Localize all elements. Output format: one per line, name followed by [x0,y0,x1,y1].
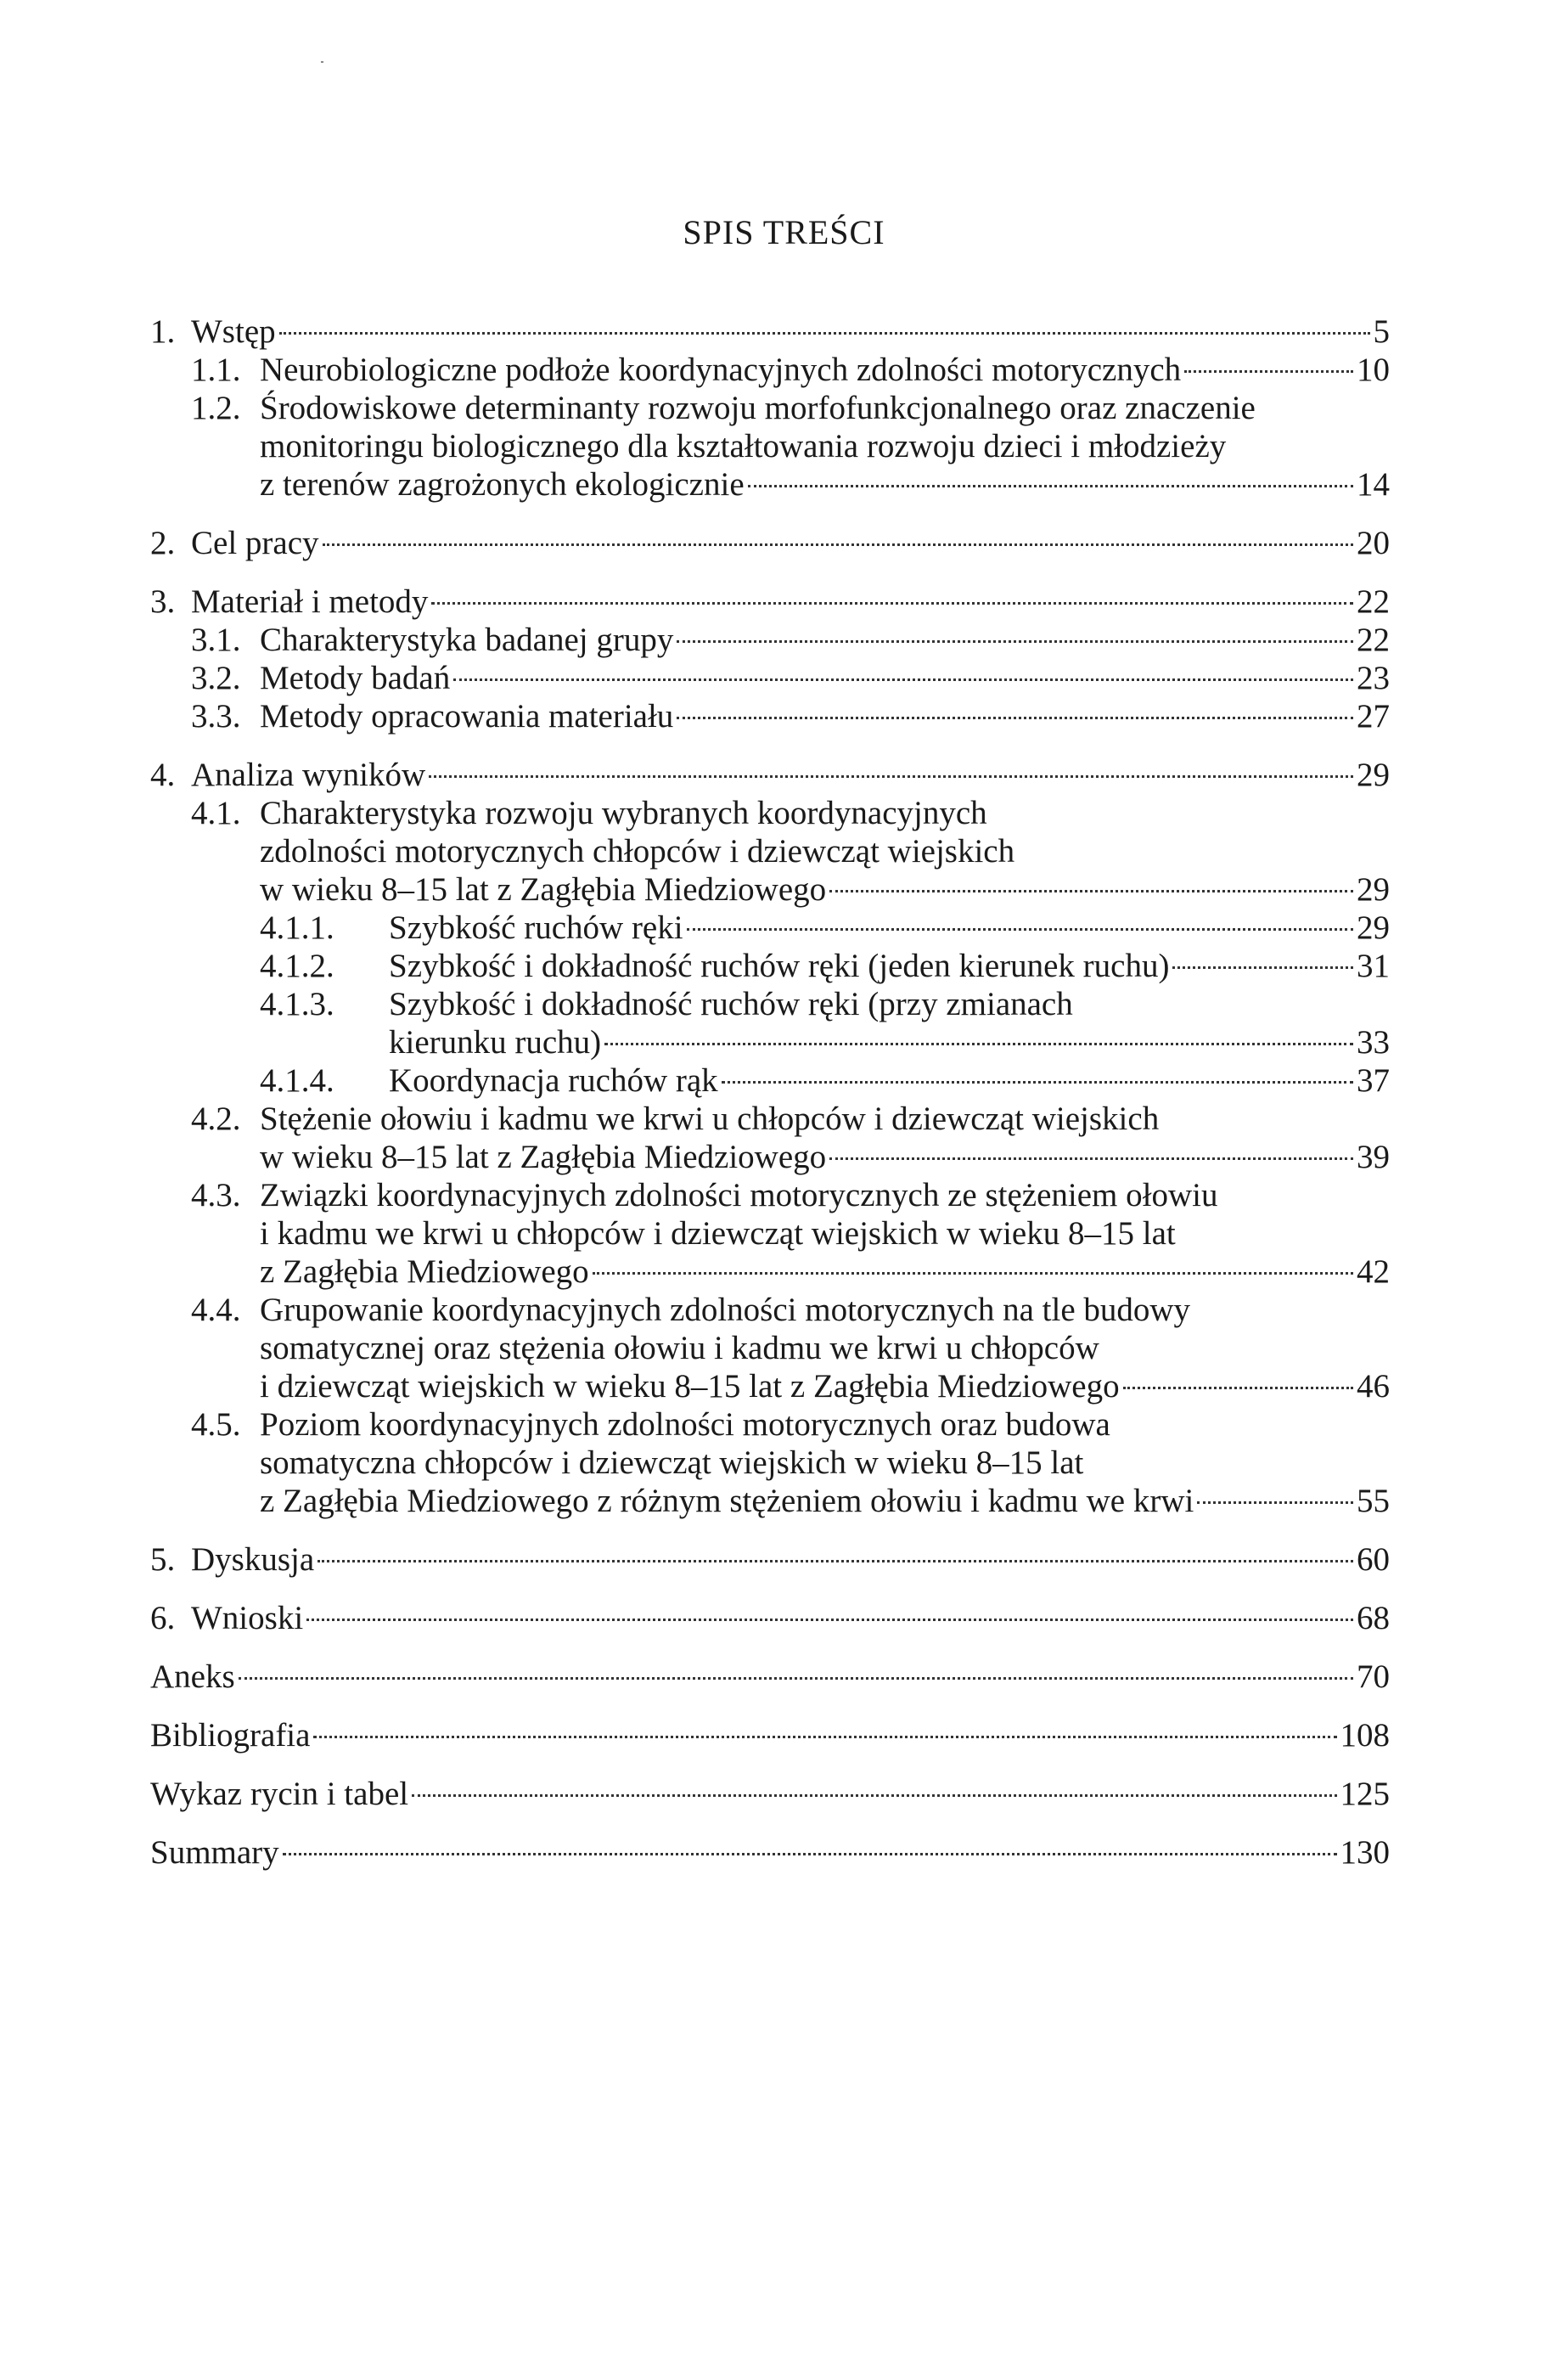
toc-entry-number: 4.1.2. [260,948,334,984]
toc-entry[interactable] [150,583,1390,621]
dot-leader [1123,1387,1353,1389]
dot-leader [412,1794,1336,1797]
toc-page-number: 22 [1357,622,1390,658]
toc-entry[interactable] [150,1100,1390,1176]
toc-entry-title: Szybkość ruchów ręki [389,909,683,946]
toc-entry-title: Cel pracy [191,525,319,561]
toc-entry-number: 3.1. [191,622,241,658]
toc-page-number: 29 [1357,757,1390,793]
page-title: SPIS TREŚCI [683,213,885,251]
toc-entry[interactable] [150,697,1390,735]
toc-page-number: 33 [1357,1024,1390,1061]
toc-page-number: 23 [1357,660,1390,696]
dot-leader [829,890,1353,892]
toc-entry[interactable] [150,1061,1390,1100]
toc-entry[interactable] [150,985,1390,1061]
toc-entry-title: z Zagłębia Miedziowego [260,1253,589,1290]
toc-entry-title: Wnioski [191,1600,304,1636]
dot-leader [306,1619,1353,1621]
dot-leader [829,1157,1353,1160]
toc-entry[interactable] [150,1833,1390,1872]
toc-entry-title: Środowiskowe determinanty rozwoju morfofunkcjonalnego oraz znaczenie [260,390,1256,426]
toc-entry-title: monitoringu biologicznego dla kształtowania rozwoju dzieci i młodzieży [260,428,1227,464]
table-of-contents [150,312,1390,1872]
toc-entry[interactable] [150,621,1390,659]
toc-entry[interactable] [150,1291,1390,1405]
toc-page-number: 60 [1357,1541,1390,1578]
dot-leader [687,928,1353,931]
toc-page-number: 39 [1357,1139,1390,1175]
dot-leader [279,332,1370,335]
dot-leader [677,640,1353,643]
toc-page-number: 130 [1340,1834,1390,1871]
dot-leader [429,775,1353,778]
toc-entry[interactable] [150,756,1390,794]
toc-entry-number: 4. [150,757,176,793]
toc-page-number: 70 [1357,1658,1390,1695]
toc-entry-title: Charakterystyka rozwoju wybranych koordynacyjnych [260,795,987,831]
toc-entry-title: Metody badań [260,660,451,696]
toc-entry-title: Metody opracowania materiału [260,698,674,735]
toc-entry-title: Bibliografia [150,1717,311,1754]
toc-page-number: 27 [1357,698,1390,735]
toc-entry[interactable] [150,1540,1390,1579]
dot-leader [1197,1501,1353,1504]
toc-entry-title: Szybkość i dokładność ruchów ręki (jeden kierunek ruchu) [389,948,1170,984]
toc-entry-title: Wykaz rycin i tabel [150,1776,409,1812]
toc-entry-title: Koordynacja ruchów rąk [389,1062,718,1099]
dot-leader [677,717,1353,719]
toc-entry-title: Summary [150,1834,279,1871]
toc-page-number: 29 [1357,909,1390,946]
toc-entry-number: 1. [150,313,176,350]
toc-entry[interactable] [150,794,1390,909]
toc-entry-title: Grupowanie koordynacyjnych zdolności motorycznych na tle budowy [260,1292,1191,1328]
toc-entry-title: zdolności motorycznych chłopców i dziewcząt wiejskich [260,833,1015,870]
toc-page-number: 42 [1357,1253,1390,1290]
toc-page-number: 29 [1357,871,1390,908]
toc-entry-title: w wieku 8–15 lat z Zagłębia Miedziowego [260,1139,827,1175]
toc-entry-title: Stężenie ołowiu i kadmu we krwi u chłopców i dziewcząt wiejskich [260,1101,1160,1137]
toc-entry-number: 6. [150,1600,176,1636]
toc-entry-title: Wstęp [191,313,276,350]
dot-leader [318,1560,1353,1562]
toc-entry[interactable] [150,909,1390,947]
toc-page-number: 14 [1357,466,1390,503]
toc-entry-number: 4.1. [191,795,241,831]
toc-entry-title: Dyskusja [191,1541,315,1578]
toc-entry-title: somatycznej oraz stężenia ołowiu i kadmu we krwi u chłopców [260,1330,1099,1366]
toc-entry-title: w wieku 8–15 lat z Zagłębia Miedziowego [260,871,827,908]
toc-entry-number: 3.3. [191,698,241,735]
dot-leader [1184,370,1353,373]
toc-page-number: 10 [1357,352,1390,388]
toc-entry[interactable] [150,947,1390,985]
scan-speck [321,61,323,63]
toc-entry-number: 1.1. [191,352,241,388]
toc-page-number: 22 [1357,583,1390,620]
toc-entry[interactable] [150,351,1390,389]
toc-entry-number: 2. [150,525,176,561]
toc-entry[interactable] [150,524,1390,562]
toc-entry-title: Analiza wyników [191,757,426,793]
toc-entry-title: z terenów zagrożonych ekologicznie [260,466,745,503]
toc-entry-title: Charakterystyka badanej grupy [260,622,674,658]
toc-entry-title: Poziom koordynacyjnych zdolności motorycznych oraz budowa [260,1406,1110,1443]
toc-entry-number: 4.2. [191,1101,241,1137]
dot-leader [453,678,1353,681]
toc-entry-title: Aneks [150,1658,235,1695]
toc-page-number: 37 [1357,1062,1390,1099]
toc-entry-number: 3. [150,583,176,620]
toc-entry[interactable] [150,1658,1390,1696]
toc-entry[interactable] [150,659,1390,697]
toc-entry-title: Szybkość i dokładność ruchów ręki (przy zmianach [389,986,1073,1022]
toc-page-number: 20 [1357,525,1390,561]
toc-entry-title: somatyczna chłopców i dziewcząt wiejskich w wieku 8–15 lat [260,1444,1084,1481]
dot-leader [748,485,1353,487]
toc-entry-title: i kadmu we krwi u chłopców i dziewcząt wiejskich w wieku 8–15 lat [260,1215,1176,1252]
toc-entry-number: 4.4. [191,1292,241,1328]
toc-entry[interactable] [150,1716,1390,1754]
dot-leader [323,543,1353,546]
toc-entry-number: 1.2. [191,390,241,426]
toc-entry-title: i dziewcząt wiejskich w wieku 8–15 lat z Zagłębia Miedziowego [260,1368,1120,1405]
toc-entry-number: 4.1.4. [260,1062,334,1099]
dot-leader [604,1043,1353,1045]
dot-leader [722,1081,1353,1084]
toc-page-number: 108 [1340,1717,1390,1754]
toc-entry-number: 4.1.3. [260,986,334,1022]
toc-page-number: 68 [1357,1600,1390,1636]
toc-entry-number: 3.2. [191,660,241,696]
toc-page-number: 5 [1373,313,1390,350]
toc-page-number: 55 [1357,1483,1390,1519]
toc-entry-number: 5. [150,1541,176,1578]
toc-page-number: 31 [1357,948,1390,984]
dot-leader [239,1677,1353,1680]
dot-leader [283,1853,1337,1855]
toc-entry-number: 4.3. [191,1177,241,1213]
toc-entry-title: Materiał i metody [191,583,429,620]
toc-entry-title: Neurobiologiczne podłoże koordynacyjnych zdolności motorycznych [260,352,1182,388]
toc-entry-number: 4.1.1. [260,909,334,946]
dot-leader [431,602,1353,605]
toc-page-number: 46 [1357,1368,1390,1405]
toc-entry[interactable] [150,1405,1390,1520]
dot-leader [313,1736,1336,1738]
toc-entry[interactable] [150,389,1390,504]
dot-leader [1172,966,1353,969]
toc-entry-title: kierunku ruchu) [389,1024,602,1061]
toc-entry-title: z Zagłębia Miedziowego z różnym stężeniem ołowiu i kadmu we krwi [260,1483,1194,1519]
dot-leader [593,1272,1353,1275]
toc-entry-title: Związki koordynacyjnych zdolności motorycznych ze stężeniem ołowiu [260,1177,1218,1213]
toc-entry[interactable] [150,1775,1390,1813]
toc-entry-number: 4.5. [191,1406,241,1443]
toc-entry[interactable] [150,1176,1390,1291]
toc-entry[interactable] [150,1599,1390,1637]
toc-entry[interactable] [150,312,1390,351]
toc-page-number: 125 [1340,1776,1390,1812]
